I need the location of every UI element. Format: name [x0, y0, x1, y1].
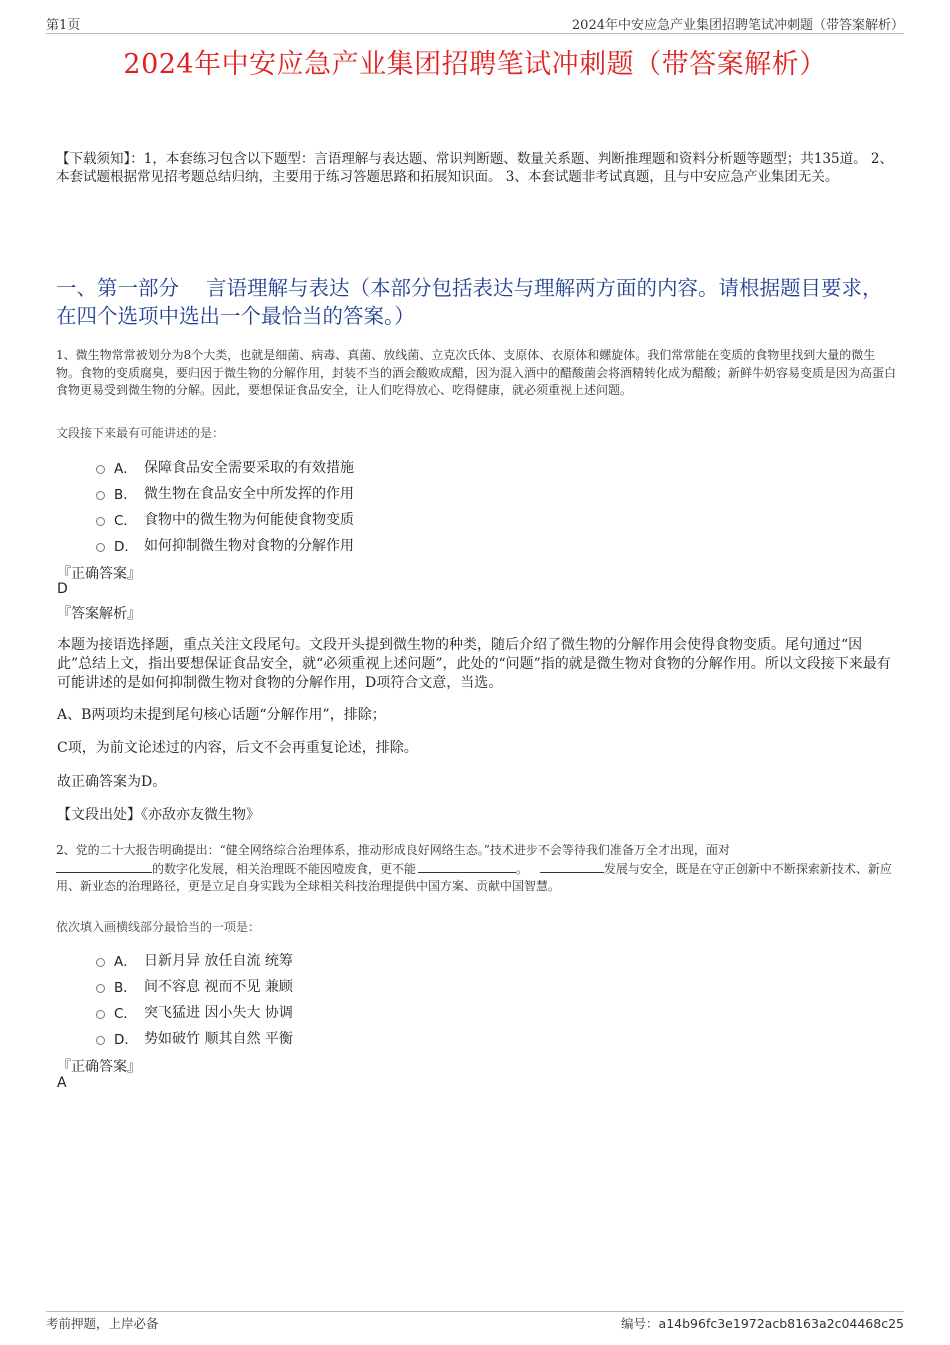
radio-icon[interactable]: [96, 517, 105, 526]
q1-option-a[interactable]: [96, 457, 354, 477]
header-divider: [46, 33, 904, 34]
q2-option-d[interactable]: [96, 1028, 293, 1048]
radio-icon[interactable]: [96, 465, 105, 474]
question-2-text: [56, 842, 898, 896]
q2-text-part: 。: [516, 861, 529, 876]
option-letter: B．: [114, 487, 137, 503]
radio-icon[interactable]: [96, 543, 105, 552]
document-title: 2024年中安应急产业集团招聘笔试冲刺题（带答案解析）: [123, 49, 827, 80]
footer-code-value: a14b96fc3e1972acb8163a2c04468c25: [658, 1316, 904, 1331]
radio-icon[interactable]: [96, 491, 105, 500]
q1-analysis-paragraph: C项，为前文论述过的内容，后文不会再重复论述，排除。: [57, 740, 418, 756]
q2-answer: A: [57, 1075, 67, 1091]
q2-text-part: 发展与安全，既是在守正创新中不断探索新技术、新应用、新业态的治理路径，更是立足自身实践为全球相关科技治理提供中国方案、贡献中国智慧。: [56, 861, 892, 893]
q1-option-d[interactable]: [96, 535, 354, 555]
q1-answer: D: [57, 581, 68, 597]
q2-text-part: 2、党的二十大报告明确提出：“健全网络综合治理体系，推动形成良好网络生态。”技术进步不会等待我们准备万全才出现，面对: [56, 843, 730, 857]
question-2-prompt: 依次填入画横线部分最恰当的一项是：: [56, 920, 261, 934]
option-letter: C．: [114, 1006, 137, 1022]
section-heading: 一、第一部分 言语理解与表达（本部分包括表达与理解两方面的内容。请根据题目要求，在四个选项中选出一个最恰当的答案。）: [56, 276, 883, 328]
q1-option-b[interactable]: [96, 483, 354, 503]
q2-text-part: 的数字化发展，相关治理既不能因噎废食，更不能: [152, 861, 417, 876]
page-number: 第1页: [46, 18, 81, 33]
option-letter: D．: [114, 539, 138, 555]
footer-code-label: 编号：: [621, 1316, 659, 1331]
option-text: 势如破竹 顺其自然 平衡: [144, 1031, 293, 1047]
q2-option-c[interactable]: [96, 1002, 293, 1022]
radio-icon[interactable]: [96, 1010, 105, 1019]
radio-icon[interactable]: [96, 958, 105, 967]
q2-answer-label: 『正确答案』: [57, 1059, 141, 1075]
q1-analysis-paragraph: A、B两项均未提到尾句核心话题“分解作用”，排除；: [57, 707, 386, 723]
download-notice: 【下载须知】：1，本套练习包含以下题型：言语理解与表达题、常识判断题、数量关系题、判断推理题和资料分析题等题型；共135道。 2、本套试题根据常见招考题总结归纳，主要用于练习答题思路和拓展知识面。 3、本套试题非考试真题，且与中安应急产业集团无关。: [56, 151, 893, 185]
fill-blank-1: [56, 860, 152, 873]
q1-analysis-label: 『答案解析』: [57, 606, 141, 622]
footer-slogan: 考前押题，上岸必备: [46, 1316, 159, 1331]
q2-option-a[interactable]: [96, 950, 293, 970]
header-doc-title: 2024年中安应急产业集团招聘笔试冲刺题（带答案解析）: [571, 18, 904, 33]
footer-code: [621, 1314, 904, 1332]
option-text: 间不容息 视而不见 兼顾: [144, 979, 293, 995]
option-letter: D．: [114, 1032, 138, 1048]
fill-blank-3: [540, 860, 604, 873]
question-1-prompt: 文段接下来最有可能讲述的是：: [56, 426, 225, 440]
fill-blank-2: [418, 860, 516, 873]
footer-divider: [46, 1311, 904, 1312]
q1-option-c[interactable]: [96, 509, 354, 529]
radio-icon[interactable]: [96, 984, 105, 993]
option-letter: A．: [114, 461, 137, 477]
option-letter: B．: [114, 980, 137, 996]
option-text: 日新月异 放任自流 统筹: [144, 953, 293, 969]
q1-source: 【文段出处】《亦敌亦友微生物》: [57, 807, 260, 823]
q2-option-b[interactable]: [96, 976, 293, 996]
option-text: 突飞猛进 因小失大 协调: [144, 1005, 293, 1021]
option-text: 保障食品安全需要采取的有效措施: [144, 460, 354, 476]
option-text: 如何抑制微生物对食物的分解作用: [144, 538, 354, 554]
option-text: 微生物在食品安全中所发挥的作用: [144, 486, 354, 502]
option-letter: C．: [114, 513, 137, 529]
radio-icon[interactable]: [96, 1036, 105, 1045]
question-1-text: 1、微生物常常被划分为8个大类，也就是细菌、病毒、真菌、放线菌、立克次氏体、支原体、衣原体和螺旋体。我们常常能在变质的食物里找到大量的微生物。食物的变质腐臭，要归因于微生物的分解作用，封装不当的酒会酸败成醋，因为混入酒中的醋酸菌会将酒精转化成为醋酸；新鲜牛奶容易变质是因为高蛋白食物更易受到微生物的分解。因此，要想保证食品安全，让人们吃得放心、吃得健康，就必须重视上述问题。: [56, 348, 897, 397]
q1-analysis-paragraph: 故正确答案为D。: [57, 774, 167, 790]
option-text: 食物中的微生物为何能使食物变质: [144, 512, 354, 528]
q1-analysis-paragraph: 本题为接语选择题，重点关注文段尾句。文段开头提到微生物的种类，随后介绍了微生物的分解作用会使得食物变质。尾句通过“因此”总结上文，指出要想保证食品安全，就“必须重视上述问题”，此处的“问题”指的就是微生物对食物的分解作用。所以文段接下来最有可能讲述的是如何抑制微生物对食物的分解作用，D项符合文意，当选。: [57, 637, 891, 691]
q1-answer-label: 『正确答案』: [57, 566, 141, 582]
option-letter: A．: [114, 954, 137, 970]
